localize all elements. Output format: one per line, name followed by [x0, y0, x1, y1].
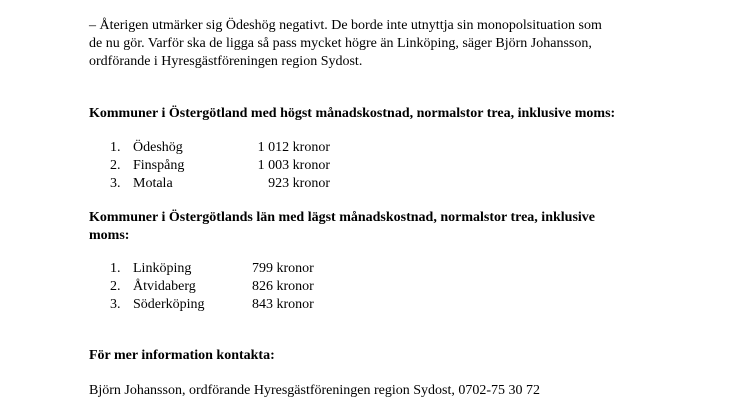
lowest-list — [89, 260, 409, 314]
list-item — [89, 278, 409, 295]
municipality-name: Linköping — [133, 261, 192, 276]
lowest-heading-line-1: Kommuner i Östergötlands län med lägst månadskostnad, normalstor trea, inklusive — [89, 210, 595, 225]
item-number: 1. — [110, 261, 121, 276]
lowest-heading-line-2: moms: — [89, 228, 130, 243]
cost-value: 1 012 kronor — [257, 140, 330, 155]
quote-line-1: – Återigen utmärker sig Ödeshög negativt. De borde inte utnyttja sin monopolsituation som — [89, 18, 602, 33]
cost-value: 843 kronor — [252, 297, 314, 312]
highest-heading: Kommuner i Östergötland med högst månadskostnad, normalstor trea, inklusive moms: — [89, 106, 616, 121]
item-number: 3. — [110, 176, 121, 191]
list-item — [89, 139, 409, 156]
municipality-name: Åtvidaberg — [133, 279, 196, 294]
list-item — [89, 175, 409, 192]
cost-value: 799 kronor — [252, 261, 314, 276]
cost-value: 923 kronor — [268, 176, 330, 191]
quote-line-2: de nu gör. Varför ska de ligga så pass mycket högre än Linköping, säger Björn Johansson, — [89, 36, 592, 51]
list-item — [89, 260, 409, 277]
item-number: 1. — [110, 140, 121, 155]
item-number: 2. — [110, 158, 121, 173]
contact-line: Björn Johansson, ordförande Hyresgästföreningen region Sydost, 0702-75 30 72 — [89, 383, 541, 398]
quote-line-3: ordförande i Hyresgästföreningen region Sydost. — [89, 54, 363, 69]
list-item — [89, 296, 409, 313]
municipality-name: Motala — [133, 176, 173, 191]
municipality-name: Söderköping — [133, 297, 205, 312]
highest-list — [89, 139, 409, 193]
item-number: 3. — [110, 297, 121, 312]
municipality-name: Ödeshög — [133, 140, 183, 155]
cost-value: 1 003 kronor — [257, 158, 330, 173]
municipality-name: Finspång — [133, 158, 185, 173]
list-item — [89, 157, 409, 174]
contact-heading: För mer information kontakta: — [89, 348, 275, 363]
item-number: 2. — [110, 279, 121, 294]
cost-value: 826 kronor — [252, 279, 314, 294]
